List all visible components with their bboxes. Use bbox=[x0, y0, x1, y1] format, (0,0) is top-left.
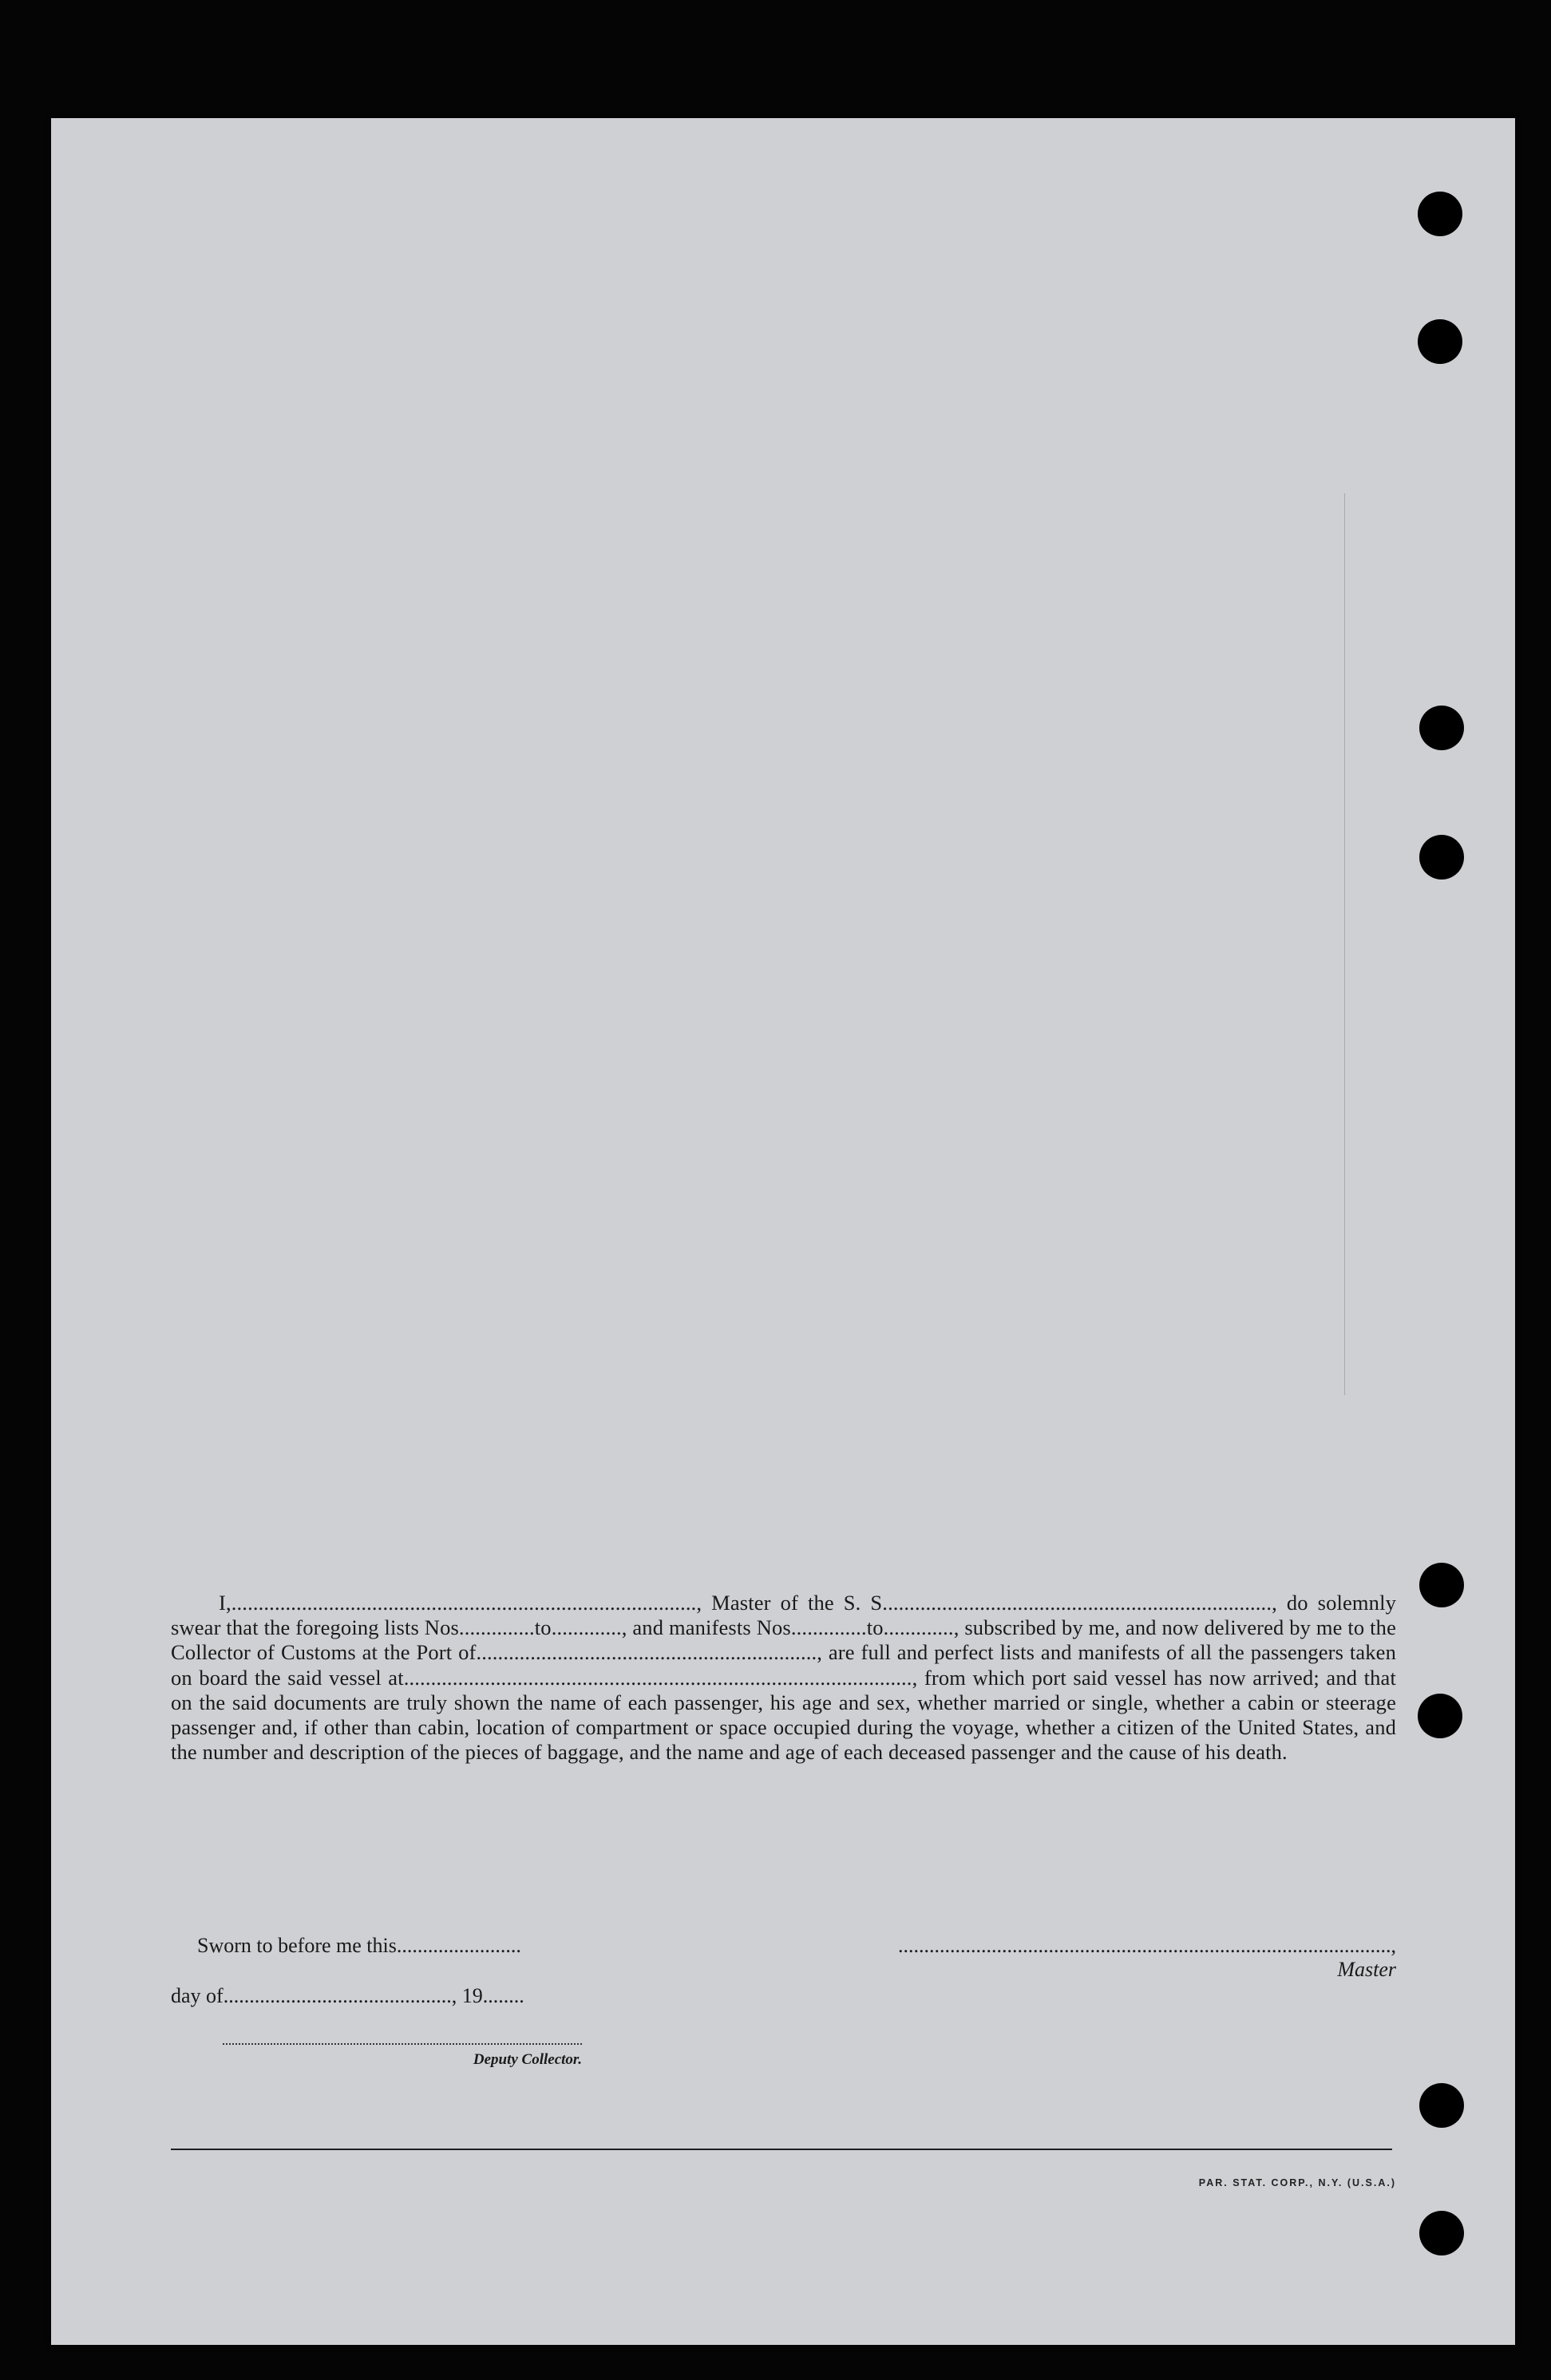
deputy-signature-line bbox=[223, 2043, 582, 2045]
punch-hole bbox=[1419, 2211, 1464, 2255]
punch-hole bbox=[1419, 1563, 1464, 1607]
punch-hole bbox=[1419, 706, 1464, 750]
master-label: Master bbox=[1337, 1958, 1396, 1981]
deputy-collector-label: Deputy Collector. bbox=[473, 2051, 582, 2068]
printer-imprint: PAR. STAT. CORP., N.Y. (U.S.A.) bbox=[1198, 2177, 1396, 2188]
punch-hole bbox=[1419, 835, 1464, 880]
punch-hole bbox=[1419, 2083, 1464, 2128]
day-of-line: day of............................................, 19........ bbox=[171, 1984, 524, 2007]
horizontal-rule bbox=[171, 2149, 1392, 2150]
sworn-before-line: Sworn to before me this........................ bbox=[197, 1934, 521, 1957]
faint-rule bbox=[1344, 493, 1345, 1395]
master-signature-dots: ..............................................................................................., bbox=[898, 1934, 1396, 1957]
manifest-back-page bbox=[51, 118, 1515, 2345]
punch-hole bbox=[1418, 1694, 1462, 1738]
master-oath-paragraph: I,......................................................................................, Master of the S. S........................................................................, do solemnly swear that the foregoing lists Nos..............to............., and manifests Nos..............to............., subscribed by me, and now delivered by me to the Collector of Customs at the Port of..............................................................., are full and perfect lists and manifests of all the passengers taken on board the said vessel at.............................................................................................., from which port said vessel has now arrived; and that on the said documents are truly shown the name of each passenger, his age and sex, whether married or single, whether a cabin or steerage passenger and, if other than cabin, location of compartment or space occupied during the voyage, whether a citizen of the United States, and the number and description of the pieces of baggage, and the name and age of each deceased passenger and the cause of his death. bbox=[171, 1591, 1396, 1765]
punch-hole bbox=[1418, 319, 1462, 364]
punch-hole bbox=[1418, 192, 1462, 236]
master-signature-line bbox=[885, 1934, 1396, 1982]
